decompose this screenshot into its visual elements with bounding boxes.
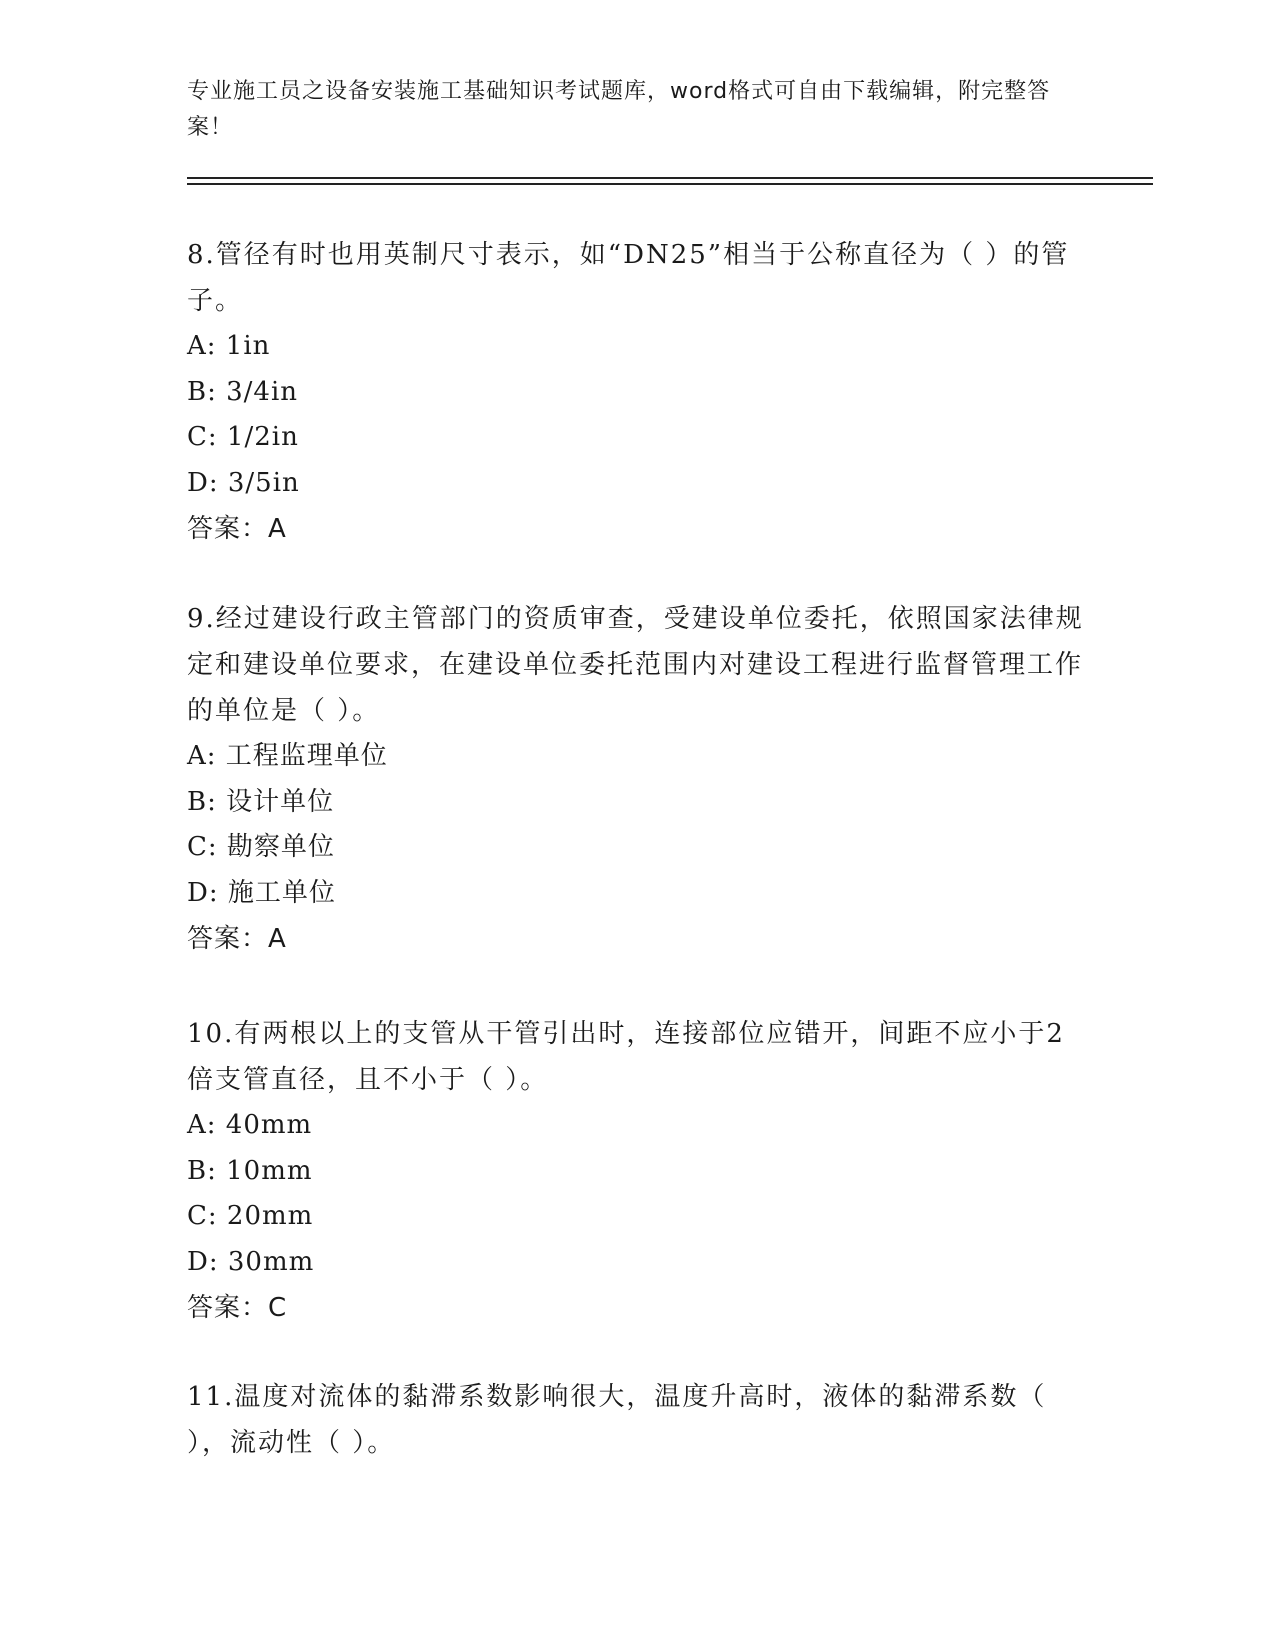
- header-divider-top: [187, 177, 1153, 179]
- option-a: A: 40mm: [187, 1110, 313, 1140]
- document-header: 专业施工员之设备安装施工基础知识考试题库，word格式可自由下载编辑，附完整答案！: [187, 79, 1051, 140]
- question-10: [187, 1011, 1087, 1331]
- option-b: B: 10mm: [187, 1155, 313, 1186]
- question-9: [187, 596, 1087, 962]
- question-text: 10.有两根以上的支管从干管引出时，连接部位应错开，间距不应小于2倍支管直径，且不小于（ ）。: [187, 1019, 1065, 1095]
- option-b: B: 设计单位: [187, 786, 335, 817]
- header-divider-bottom: [187, 183, 1153, 185]
- option-a: A: 工程监理单位: [187, 741, 388, 771]
- option-c: C: 20mm: [187, 1201, 314, 1231]
- option-d: D: 施工单位: [187, 877, 336, 908]
- question-text: 9.经过建设行政主管部门的资质审查，受建设单位委托，依照国家法律规定和建设单位要求，在建设单位委托范围内对建设工程进行监督管理工作的单位是（ ）。: [187, 604, 1084, 726]
- answer: 答案：A: [187, 514, 287, 544]
- option-c: C: 勘察单位: [187, 832, 335, 862]
- option-c: C: 1/2in: [187, 422, 299, 452]
- option-d: D: 30mm: [187, 1246, 315, 1277]
- question-8: [187, 232, 1087, 552]
- question-text: 11.温度对流体的黏滞系数影响很大，温度升高时，液体的黏滞系数（ ），流动性（ ）。: [187, 1382, 1047, 1458]
- option-b: B: 3/4in: [187, 376, 299, 407]
- answer: 答案：A: [187, 924, 287, 954]
- question-11: [187, 1374, 1087, 1466]
- question-text: 8.管径有时也用英制尺寸表示，如“DN25”相当于公称直径为（ ）的管子。: [187, 240, 1070, 316]
- option-d: D: 3/5in: [187, 467, 300, 498]
- answer: 答案：C: [187, 1293, 288, 1323]
- option-a: A: 1in: [187, 331, 271, 361]
